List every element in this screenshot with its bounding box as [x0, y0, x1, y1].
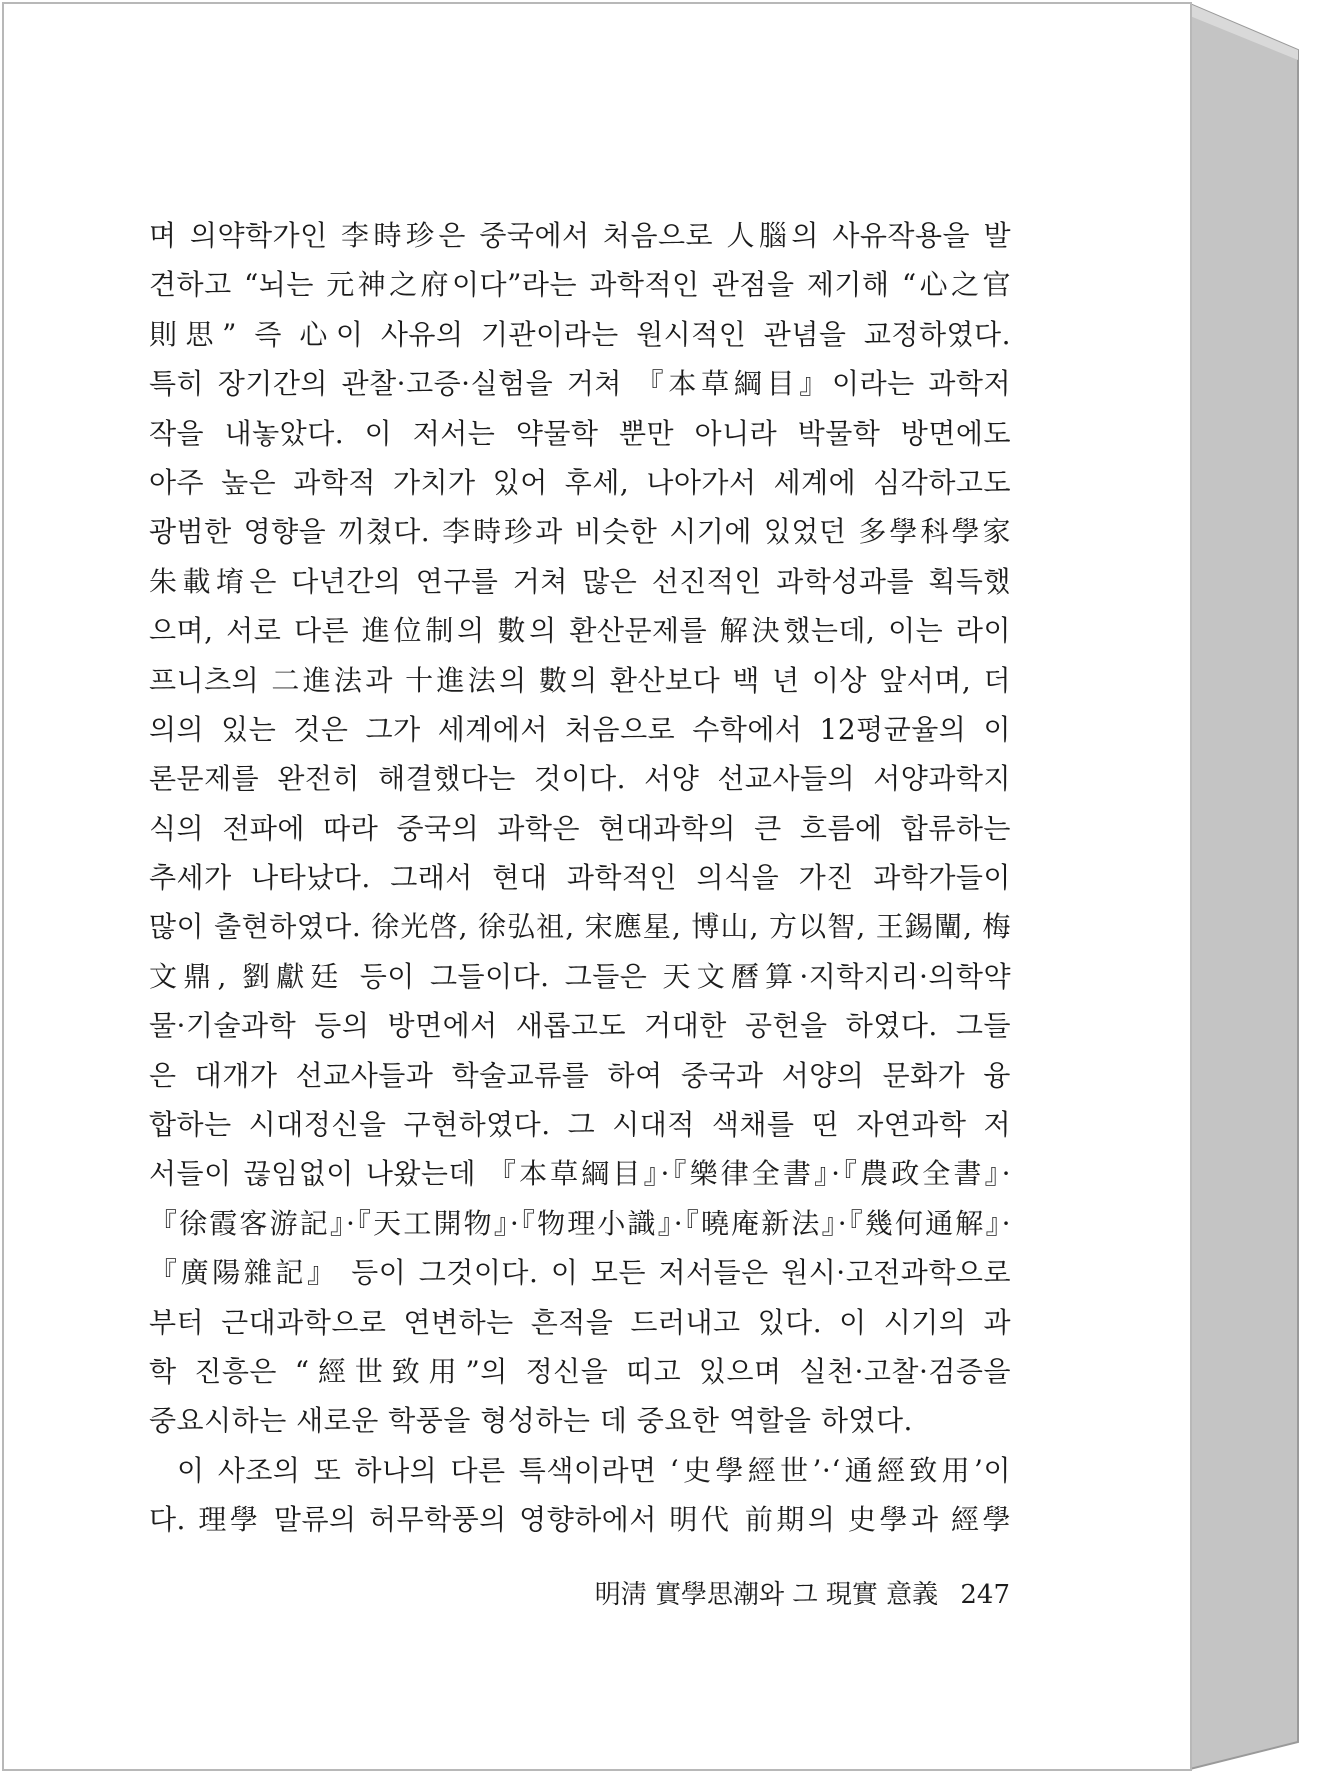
book-page [4, 4, 1190, 1769]
text-line: 론문제를 완전히 해결했다는 것이다. 서양 선교사들의 서양과학지 [149, 762, 1011, 796]
book-side-edge [1190, 4, 1298, 1769]
text-line: 특히 장기간의 관찰·고증·실험을 거쳐 『本草綱目』이라는 과학저 [149, 367, 1011, 401]
text-line: 합하는 시대정신을 구현하였다. 그 시대적 색채를 띤 자연과학 저 [149, 1108, 1011, 1142]
text-line: 朱載堉은 다년간의 연구를 거쳐 많은 선진적인 과학성과를 획득했 [149, 564, 1011, 598]
text-line: 다. 理學 말류의 허무학풍의 영향하에서 明代 前期의 史學과 經學 [149, 1503, 1011, 1537]
text-line: 이 사조의 또 하나의 다른 특색이라면 ‘史學經世’·‘通經致用’이 [177, 1453, 1011, 1487]
text-line: 프니츠의 二進法과 十進法의 數의 환산보다 백 년 이상 앞서며, 더 [149, 663, 1011, 697]
text-line: 견하고 “뇌는 元神之府이다”라는 과학적인 관점을 제기해 “心之官 [149, 268, 1011, 302]
text-line: 부터 근대과학으로 연변하는 흔적을 드러내고 있다. 이 시기의 과 [149, 1305, 1011, 1339]
text-line: 아주 높은 과학적 가치가 있어 후세, 나아가서 세계에 심각하고도 [149, 465, 1011, 499]
body-text [149, 211, 1011, 1545]
text-line: 서들이 끊임없이 나왔는데 『本草綱目』·『樂律全書』·『農政全書』· [149, 1157, 1011, 1191]
page-number: 247 [960, 1580, 1010, 1610]
text-line: 물·기술과학 등의 방면에서 새롭고도 거대한 공헌을 하였다. 그들 [149, 1009, 1011, 1043]
text-line: 의의 있는 것은 그가 세계에서 처음으로 수학에서 12평균율의 이 [149, 712, 1011, 746]
text-line: 중요시하는 새로운 학풍을 형성하는 데 중요한 역할을 하였다. [149, 1404, 913, 1438]
text-line: 추세가 나타났다. 그래서 현대 과학적인 의식을 가진 과학가들이 [149, 861, 1011, 895]
running-title: 明淸 實學思潮와 그 現實 意義 [594, 1580, 939, 1610]
text-line: 『徐霞客游記』·『天工開物』·『物理小識』·『曉庵新法』·『幾何通解』· [149, 1206, 1011, 1240]
text-line: 則思” 즉 心이 사유의 기관이라는 원시적인 관념을 교정하였다. [149, 317, 1011, 351]
text-line: 많이 출현하였다. 徐光啓, 徐弘祖, 宋應星, 博山, 方以智, 王錫闡, 梅 [149, 910, 1011, 944]
text-line: 文鼎, 劉獻廷 등이 그들이다. 그들은 天文曆算·지학지리·의학약 [149, 959, 1011, 993]
text-line: 학 진흥은 “經世致用”의 정신을 띠고 있으며 실천·고찰·검증을 [149, 1354, 1011, 1388]
text-line: 『廣陽雜記』 등이 그것이다. 이 모든 저서들은 원시·고전과학으로 [149, 1256, 1011, 1290]
text-line: 작을 내놓았다. 이 저서는 약물학 뿐만 아니라 박물학 방면에도 [149, 416, 1011, 450]
text-line: 광범한 영향을 끼쳤다. 李時珍과 비슷한 시기에 있었던 多學科學家 [149, 515, 1011, 549]
text-line: 은 대개가 선교사들과 학술교류를 하여 중국과 서양의 문화가 융 [149, 1058, 1011, 1092]
text-line: 으며, 서로 다른 進位制의 數의 환산문제를 解決했는데, 이는 라이 [149, 614, 1011, 648]
text-line: 며 의약학가인 李時珍은 중국에서 처음으로 人腦의 사유작용을 발 [149, 219, 1011, 252]
text-line: 식의 전파에 따라 중국의 과학은 현대과학의 큰 흐름에 합류하는 [149, 811, 1011, 845]
page-footer [595, 1574, 1010, 1611]
